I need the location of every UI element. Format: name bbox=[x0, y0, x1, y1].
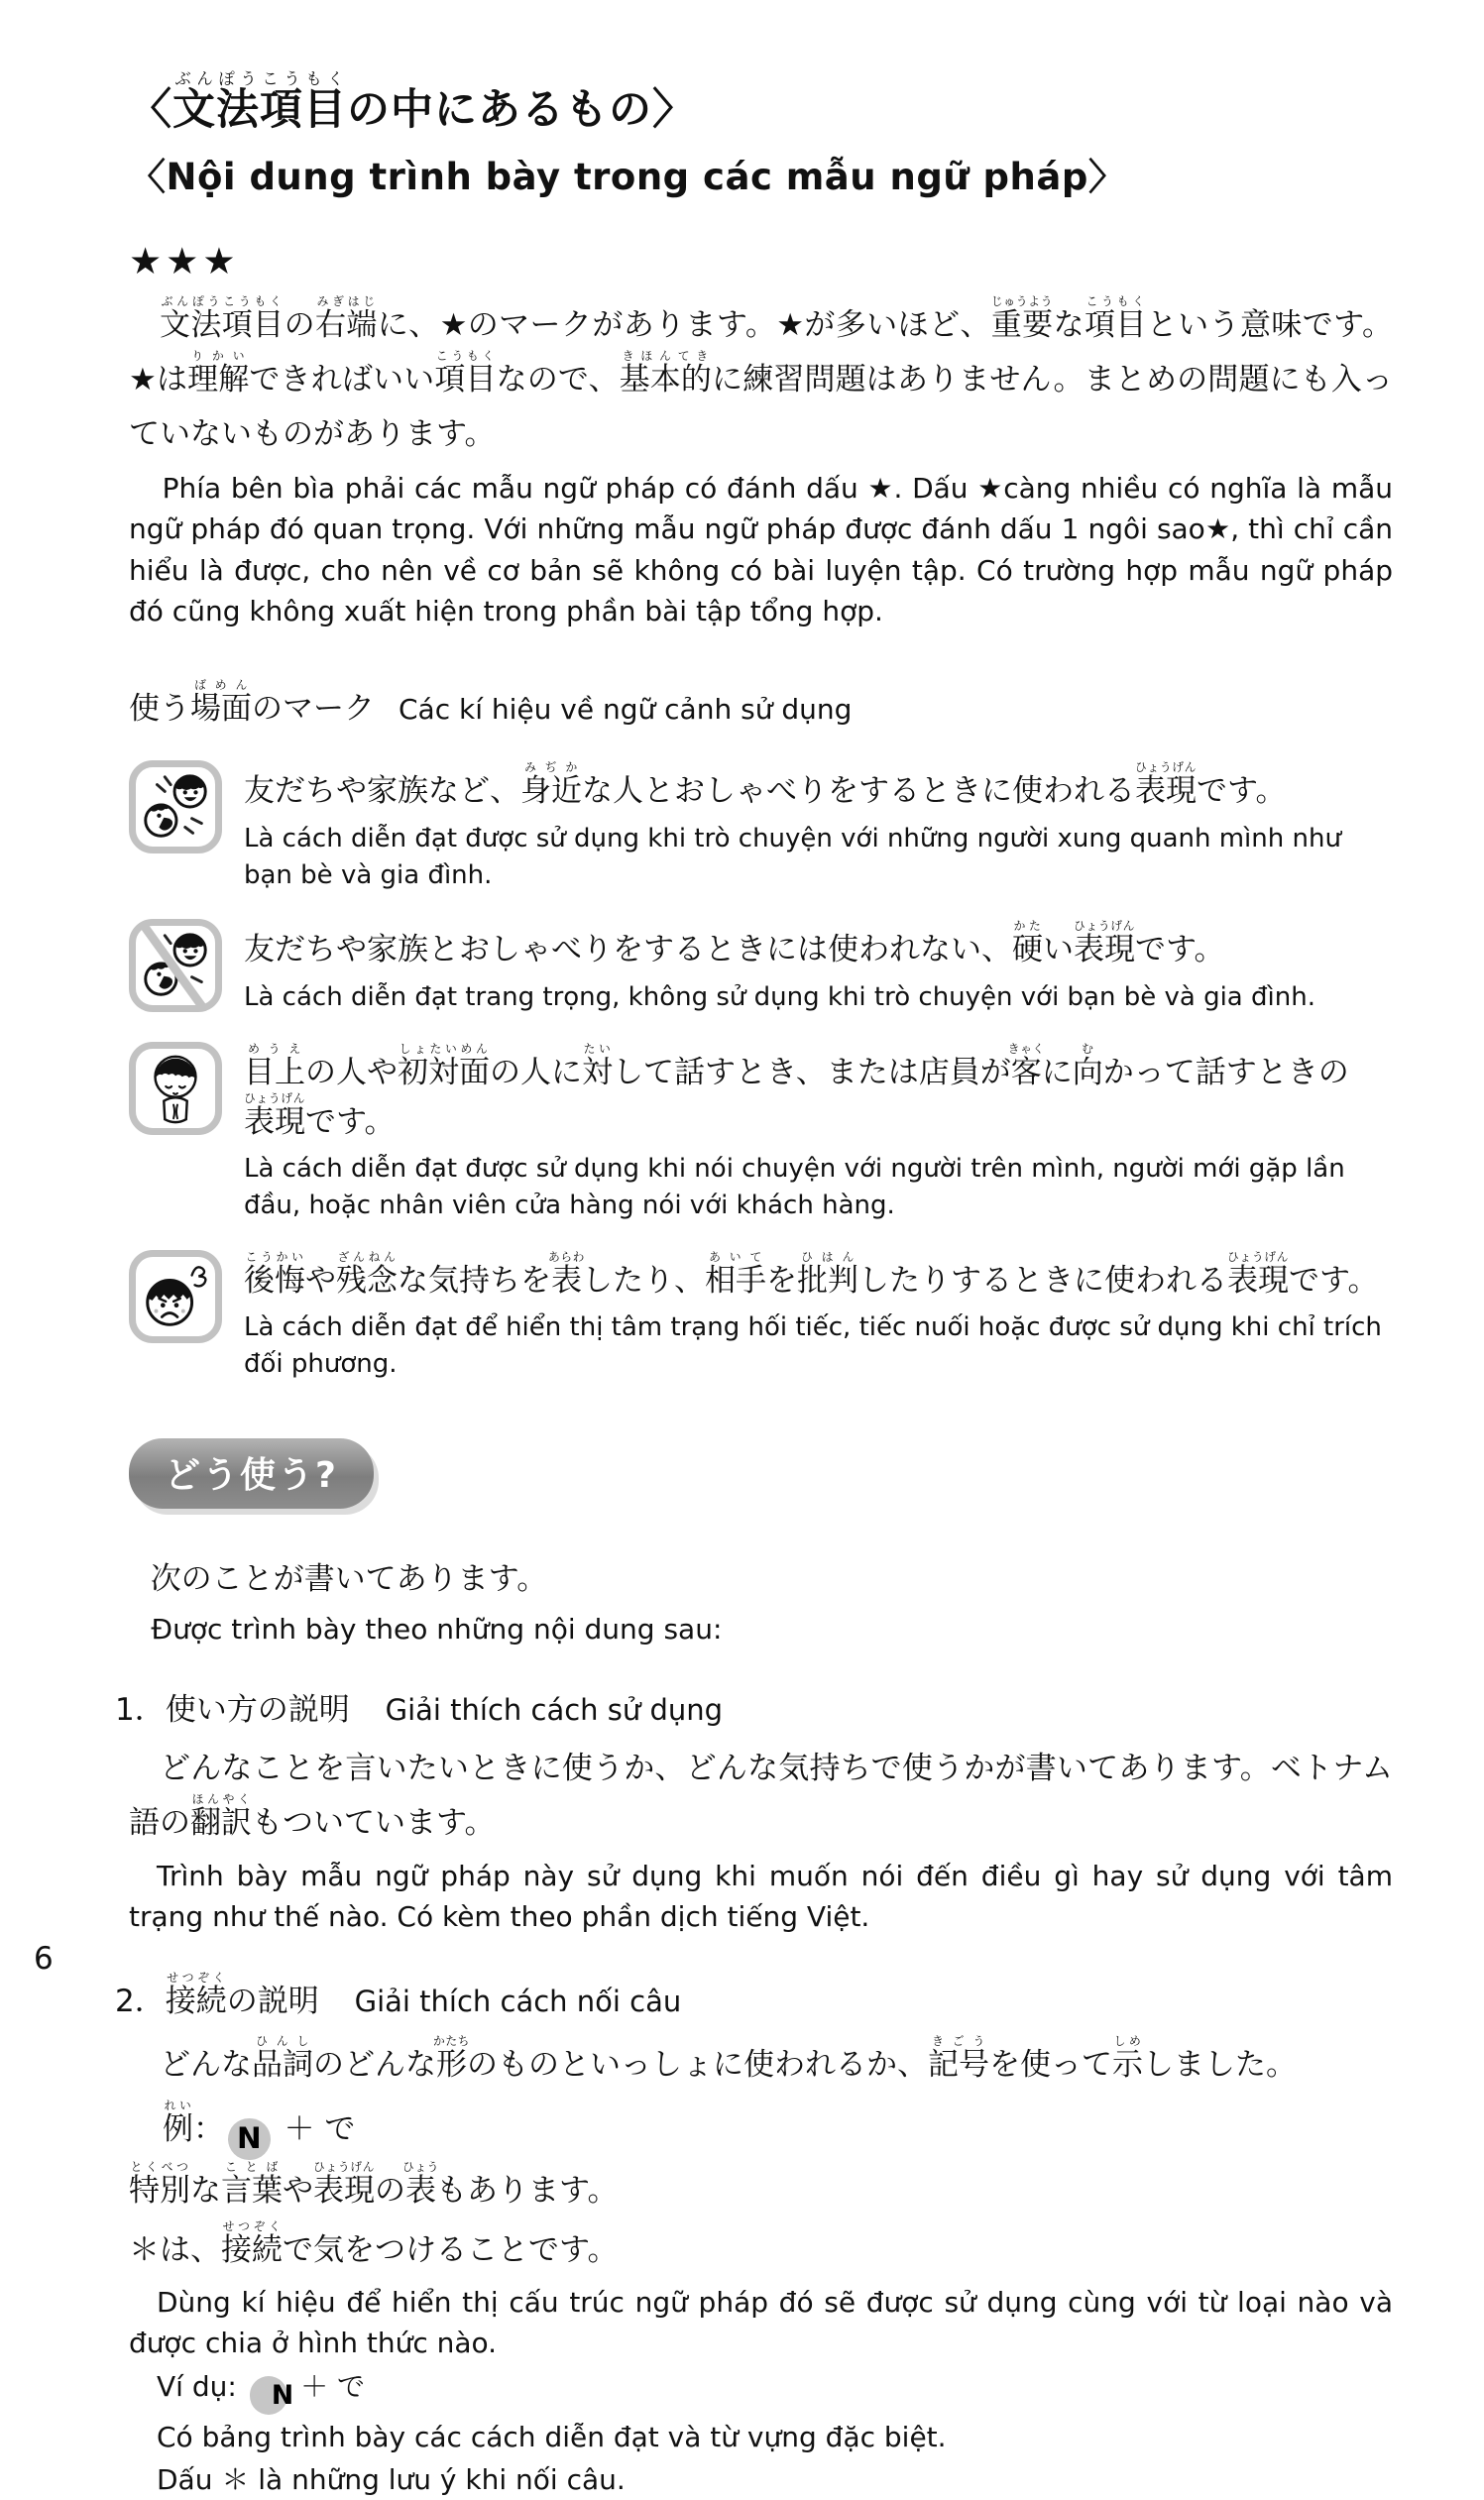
page-title-japanese: 〈文法項目ぶんぽうこうもくの中にあるもの〉 bbox=[129, 69, 696, 135]
page-title-vietnamese: 〈Nội dung trình bày trong các mẫu ngữ pháp〉 bbox=[129, 155, 1126, 198]
scene-marks-heading bbox=[129, 678, 1393, 736]
scene-mark-text bbox=[244, 1042, 1393, 1224]
how-to-use-item-2 bbox=[115, 1971, 1393, 2500]
how-item-1-body-japanese: どんなことを言いたいときに使うか、どんな気持ちで使うかが書いてあります。ベトナム語の翻訳ほんやくもついています。 bbox=[129, 1751, 1393, 1842]
scene-mark-japanese: 友だちや家族とおしゃべりをするときには使われない、硬かたい表現ひょうげんです。 bbox=[244, 919, 1225, 968]
stars-explanation-japanese: 文法項目ぶんぽうこうもくの右端みぎはじに、★のマークがあります。★が多いほど、重要じゅうような項目こうもくという意味です。★は理解りかいできればいい項目こうもくなので、基本的きほんてきに練習問題はありません。まとめの問題にも入っていないものがあります。 bbox=[129, 293, 1394, 452]
how-to-use-section bbox=[129, 1438, 1393, 1509]
scene-mark-vietnamese: Là cách diễn đạt trang trọng, không sử dụng khi trò chuyện với bạn bè và gia đình. bbox=[244, 981, 1315, 1012]
how-item-2-note-star-vietnamese: Dấu ＊ là những lưu ý khi nối câu. bbox=[157, 2462, 626, 2496]
scene-mark-item-polite bbox=[129, 1042, 1393, 1224]
how-to-use-intro-vietnamese: Được trình bày theo những nội dung sau: bbox=[151, 1613, 723, 1647]
how-to-use-item-1 bbox=[115, 1684, 1393, 1938]
how-to-use-intro-japanese: 次のことが書いてあります。 bbox=[150, 1560, 548, 1597]
how-to-use-badge: どう使う? bbox=[129, 1438, 374, 1509]
how-item-2-example-japanese: 例れい： N ＋ で bbox=[129, 2099, 1393, 2160]
scene-mark-japanese: 友だちや家族など、身近みぢかな人とおしゃべりをするときに使われる表現ひょうげんです。 bbox=[244, 760, 1287, 810]
how-item-1-heading-vietnamese: Giải thích cách sử dụng bbox=[385, 1692, 724, 1727]
scene-mark-vietnamese: Là cách diễn đạt để hiển thị tâm trạng hối tiếc, tiếc nuối hoặc được sử dụng khi chỉ trích đối phương. bbox=[244, 1312, 1382, 1379]
scene-marks-heading-vietnamese: Các kí hiệu về ngữ cảnh sử dụng bbox=[399, 692, 853, 726]
how-item-2-note-star-japanese: ＊は、接続せつぞくで気をつけることです。 bbox=[129, 2218, 619, 2268]
scene-mark-item-formal bbox=[129, 919, 1393, 1015]
three-stars-label: ★★★ bbox=[129, 239, 240, 283]
scene-mark-japanese: 目上めうえの人や初対面しょたいめんの人に対たいして話すとき、または店員が客きゃくに向むかって話すときの表現ひょうげんです。 bbox=[244, 1041, 1349, 1140]
stars-explanation-vietnamese: Phía bên bìa phải các mẫu ngữ pháp có đánh dấu ★. Dấu ★càng nhiều có nghĩa là mẫu ngữ pháp đó quan trọng. Với những mẫu ngữ pháp được đánh dấu 1 ngôi sao★, thì chỉ cần hiểu là được, cho nên về cơ bản sẽ không có bài luyện tập. Có trường hợp mẫu ngữ pháp đó cũng không xuất hiện trong phần bài tập tổng hợp. bbox=[129, 472, 1393, 628]
how-item-2-body-vietnamese: Dùng kí hiệu để hiển thị cấu trúc ngữ pháp đó sẽ được sử dụng cùng với từ loại nào và được chia ở hình thức nào. bbox=[129, 2285, 1393, 2360]
polite-bow-icon bbox=[129, 1042, 222, 1135]
scene-mark-text bbox=[244, 760, 1393, 893]
scene-mark-vietnamese: Là cách diễn đạt được sử dụng khi nói chuyện với người trên mình, người mới gặp lần đầu, hoặc nhân viên cửa hàng nói với khách hàng. bbox=[244, 1154, 1345, 1220]
how-item-2-heading-japanese: 2．接続せつぞくの説明 bbox=[115, 1971, 319, 2020]
how-item-2-note-words-japanese: 特別とくべつな言葉ことばや表現ひょうげんの表ひょうもあります。 bbox=[129, 2160, 619, 2210]
no-casual-chat-icon bbox=[129, 919, 222, 1012]
grammar-symbol-n: N bbox=[228, 2118, 271, 2161]
scene-mark-text bbox=[244, 1250, 1393, 1383]
page-number: 6 bbox=[34, 1941, 54, 1977]
how-item-2-body-japanese: どんな品詞ひんしのどんな形かたちのものといっしょに使われるか、記号きごうを使って示しめしました。 bbox=[160, 2034, 1297, 2084]
regret-face-icon bbox=[129, 1250, 222, 1343]
scene-mark-vietnamese: Là cách diễn đạt được sử dụng khi trò chuyện với những người xung quanh mình như bạn bè và gia đình. bbox=[244, 823, 1341, 890]
how-item-2-heading bbox=[115, 1971, 1393, 2028]
how-item-1-heading bbox=[115, 1684, 1393, 1737]
grammar-symbol-n: N bbox=[250, 2376, 288, 2415]
scene-mark-japanese: 後悔こうかいや残念ざんねんな気持ちを表あらわしたり、相手あいてを批判ひはんしたりするときに使われる表現ひょうげんです。 bbox=[244, 1249, 1379, 1299]
casual-chat-icon bbox=[129, 760, 222, 853]
scene-marks-heading-japanese: 使う場面ばめんのマーク bbox=[129, 677, 375, 727]
scene-mark-text bbox=[244, 919, 1393, 1015]
how-item-1-body-vietnamese: Trình bày mẫu ngữ pháp này sử dụng khi muốn nói đến điều gì hay sử dụng với tâm trạng như thế nào. Có kèm theo phần dịch tiếng Việt. bbox=[129, 1859, 1393, 1933]
scene-mark-item-regret bbox=[129, 1250, 1393, 1383]
how-item-2-example-vietnamese: Ví dụ: N ＋ で bbox=[129, 2366, 1393, 2415]
scene-mark-item-casual bbox=[129, 760, 1393, 893]
how-item-2-heading-vietnamese: Giải thích cách nối câu bbox=[354, 1985, 682, 2019]
how-item-1-heading-japanese: 1．使い方の説明 bbox=[115, 1691, 350, 1728]
how-item-2-note-words-vietnamese: Có bảng trình bày các cách diễn đạt và từ vựng đặc biệt. bbox=[157, 2420, 947, 2453]
